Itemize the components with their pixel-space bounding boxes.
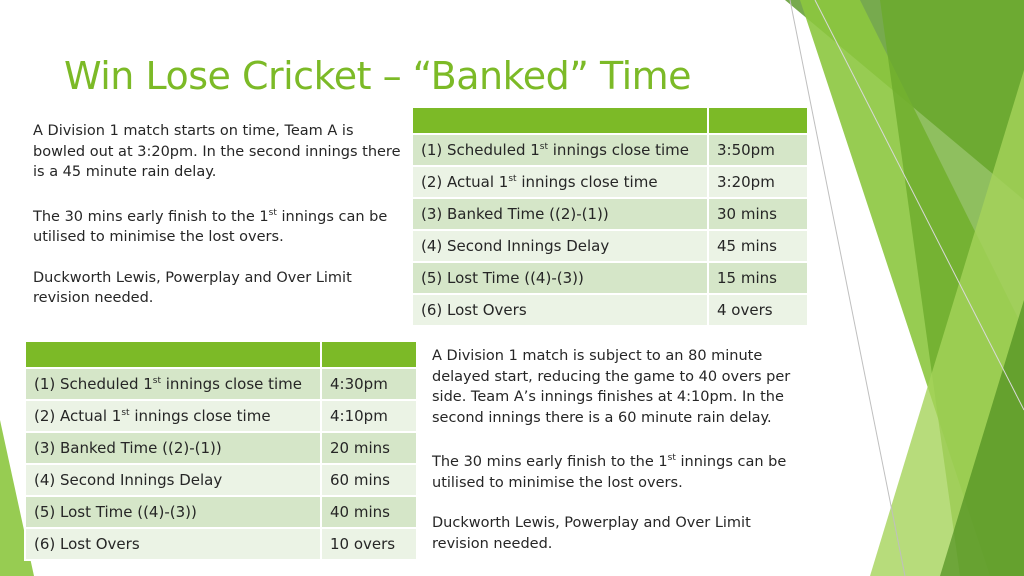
table-row — [25, 368, 417, 400]
table-header-row — [25, 341, 417, 368]
ordinal-suffix: st — [539, 142, 548, 152]
scenario-a-paragraph-1: A Division 1 match starts on time, Team A is bowled out at 3:20pm. In the second innings there is a 45 minute rain delay. — [33, 123, 401, 180]
scenario-b-paragraph-2: The 30 mins early finish to the 1st innings can be utilised to minimise the lost overs. — [432, 453, 787, 491]
table-row — [412, 198, 808, 230]
row-label: (3) Banked Time ((2)-(1)) — [25, 432, 321, 464]
row-value: 4:10pm — [321, 400, 417, 432]
table-header-row — [412, 107, 808, 134]
table-row — [25, 528, 417, 560]
row-label: (5) Lost Time ((4)-(3)) — [25, 496, 321, 528]
header-cell-value — [708, 107, 808, 134]
ordinal-suffix: st — [667, 453, 676, 463]
row-label: (3) Banked Time ((2)-(1)) — [412, 198, 708, 230]
row-value: 15 mins — [708, 262, 808, 294]
row-label: (6) Lost Overs — [25, 528, 321, 560]
row-label: (4) Second Innings Delay — [412, 230, 708, 262]
row-label: (6) Lost Overs — [412, 294, 708, 326]
row-value: 20 mins — [321, 432, 417, 464]
row-value: 3:20pm — [708, 166, 808, 198]
banked-time-table-a — [411, 106, 809, 327]
scenario-a-paragraph-3: Duckworth Lewis, Powerplay and Over Limit revision needed. — [33, 269, 352, 306]
table-row — [25, 400, 417, 432]
row-label: (4) Second Innings Delay — [25, 464, 321, 496]
header-cell-label — [25, 341, 321, 368]
row-value: 45 mins — [708, 230, 808, 262]
header-cell-label — [412, 107, 708, 134]
ordinal-suffix: st — [121, 408, 130, 418]
table-row — [25, 464, 417, 496]
row-value: 30 mins — [708, 198, 808, 230]
table-row — [25, 432, 417, 464]
ordinal-suffix: st — [152, 376, 161, 386]
banked-time-table-b — [24, 340, 418, 561]
table-row — [25, 496, 417, 528]
row-value: 3:50pm — [708, 134, 808, 166]
header-cell-value — [321, 341, 417, 368]
ordinal-suffix: st — [268, 207, 277, 218]
row-value: 4 overs — [708, 294, 808, 326]
scenario-b-paragraph-3: Duckworth Lewis, Powerplay and Over Limit revision needed. — [432, 515, 751, 552]
row-label: (5) Lost Time ((4)-(3)) — [412, 262, 708, 294]
row-label: (1) Scheduled 1st innings close time — [412, 134, 708, 166]
ordinal-suffix: st — [508, 174, 517, 184]
table-row — [412, 294, 808, 326]
slide-title: Win Lose Cricket – “Banked” Time — [64, 54, 692, 98]
scenario-a-paragraph-2: The 30 mins early finish to the 1st innings can be utilised to minimise the lost overs. — [33, 207, 388, 245]
row-label: (1) Scheduled 1st innings close time — [25, 368, 321, 400]
row-label: (2) Actual 1st innings close time — [412, 166, 708, 198]
row-value: 10 overs — [321, 528, 417, 560]
row-value: 4:30pm — [321, 368, 417, 400]
table-row — [412, 166, 808, 198]
scenario-b-text — [432, 346, 807, 574]
scenario-b-paragraph-1: A Division 1 match is subject to an 80 minute delayed start, reducing the game to 40 overs per side. Team A’s innings finishes at 4:10pm. In the second innings there is a 60 minute rain delay. — [432, 348, 791, 426]
table-row — [412, 230, 808, 262]
scenario-a-text — [33, 121, 403, 329]
table-row — [412, 262, 808, 294]
row-value: 60 mins — [321, 464, 417, 496]
row-label: (2) Actual 1st innings close time — [25, 400, 321, 432]
row-value: 40 mins — [321, 496, 417, 528]
table-row — [412, 134, 808, 166]
